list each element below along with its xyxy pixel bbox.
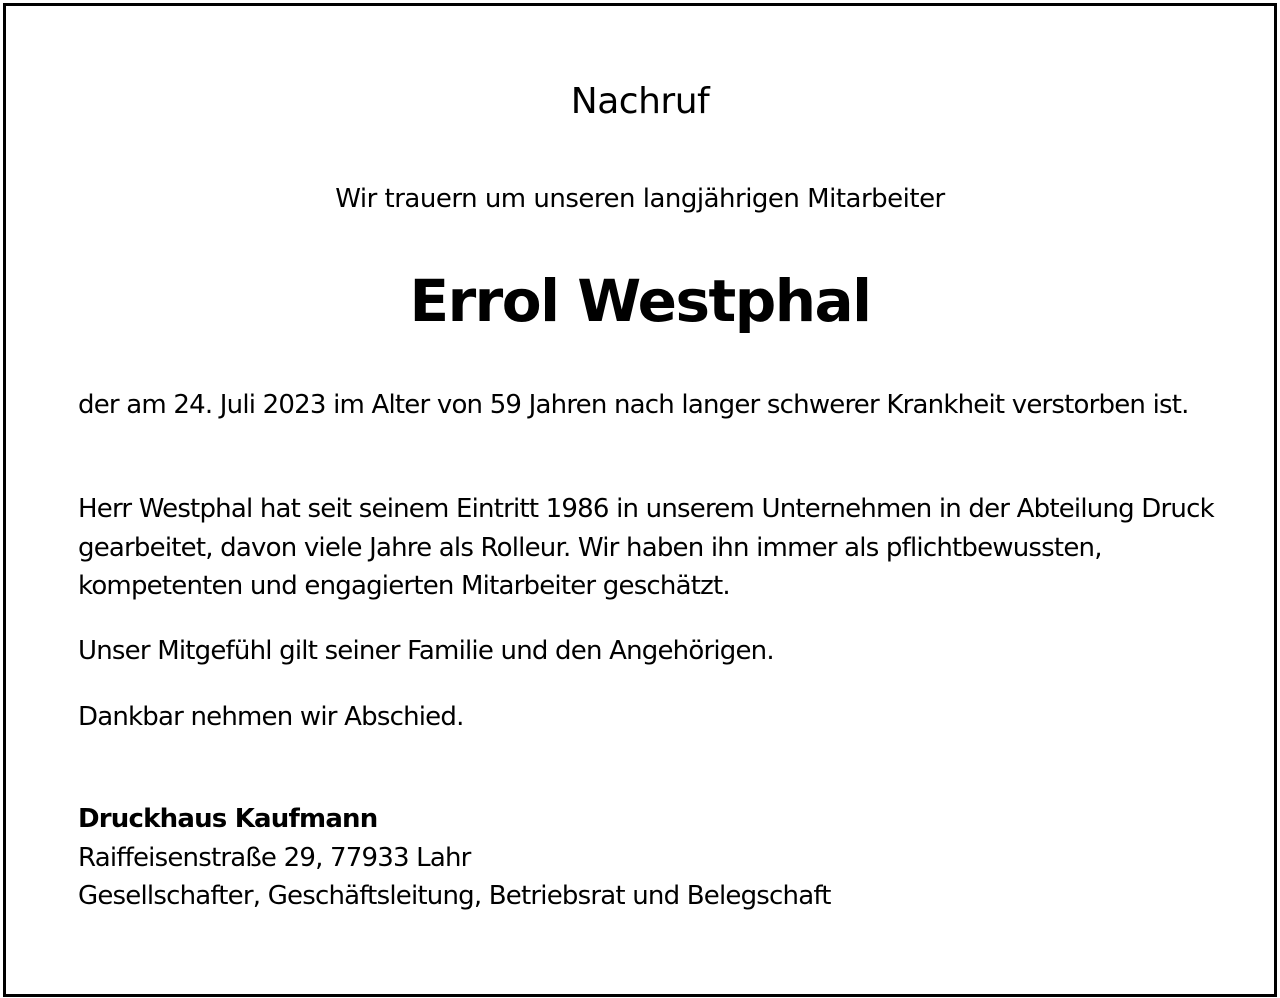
signatories: Gesellschafter, Geschäftsleitung, Betriebsrat und Belegschaft bbox=[78, 881, 831, 911]
company-name: Druckhaus Kaufmann bbox=[78, 804, 378, 834]
notice-heading: Nachruf bbox=[570, 81, 710, 122]
company-address: Raiffeisenstraße 29, 77933 Lahr bbox=[78, 842, 471, 873]
paragraph-death-date: der am 24. Juli 2023 im Alter von 59 Jahren nach langer schwerer Krankheit verstorben ist. bbox=[78, 390, 1189, 420]
signature-block bbox=[78, 800, 1238, 916]
deceased-name: Errol Westphal bbox=[409, 267, 871, 335]
intro-line: Wir trauern um unseren langjährigen Mitarbeiter bbox=[335, 184, 945, 214]
paragraph-farewell: Dankbar nehmen wir Abschied. bbox=[78, 702, 464, 732]
obituary-notice bbox=[3, 3, 1277, 997]
paragraph-condolence: Unser Mitgefühl gilt seiner Familie und den Angehörigen. bbox=[78, 636, 774, 666]
paragraph-career: Herr Westphal hat seit seinem Eintritt 1986 in unserem Unternehmen in der Abteilung Druck gearbeitet, davon viele Jahre als Rolleur. Wir haben ihn immer als pflichtbewussten, kompetenten und engagierten Mitarbeiter geschätzt. bbox=[78, 494, 1214, 601]
